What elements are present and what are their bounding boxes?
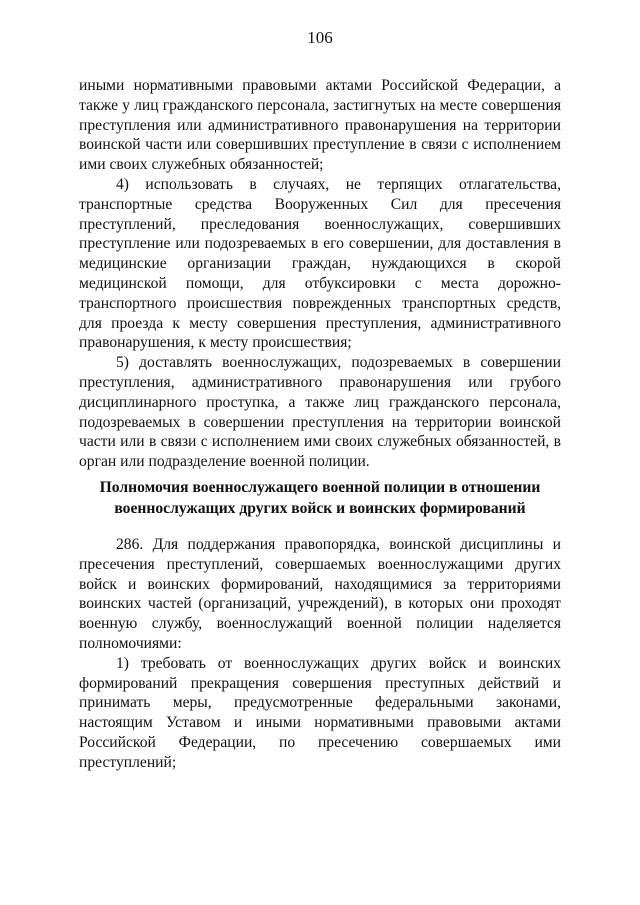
paragraph-item-1: 1) требовать от военнослужащих других войск и воинских формирований прекращения совершения преступных действий и принимать меры, предусмотренные федеральными законами, настоящим Уставом и иными нормативными правовыми актами Российской Федерации, по пресечению совершаемых ими преступлений;	[79, 654, 561, 771]
text-block-bottom	[79, 535, 561, 773]
paragraph-continuation: иными нормативными правовыми актами Российской Федерации, а также у лиц гражданского персонала, застигнутых на месте совершения преступления или административного правонарушения на территории воинской части или совершивших преступление в связи с исполнением ими своих служебных обязанностей;	[79, 77, 561, 174]
page-number: 106	[307, 28, 333, 47]
section-heading	[79, 477, 561, 519]
section-heading-line-1: Полномочия военнослужащего военной полиции в отношении	[99, 479, 541, 496]
text-block-top	[79, 76, 561, 472]
section-heading-line-2: военнослужащих других войск и воинских формирований	[114, 500, 526, 517]
paragraph-item-5: 5) доставлять военнослужащих, подозреваемых в совершении преступления, административного правонарушения или грубого дисциплинарного проступка, а также лиц гражданского персонала, подозреваемых в совершении преступления на территории воинской части или в связи с исполнением ими своих служебных обязанностей, в орган или подразделение военной полиции.	[79, 354, 561, 471]
paragraph-286: 286. Для поддержания правопорядка, воинской дисциплины и пресечения преступлений, совершаемых военнослужащими других войск и воинских формирований, находящимися за территориями воинских частей (организаций, учреждений), в которых они проходят военную службу, военнослужащий военной полиции наделяется полномочиями:	[79, 536, 561, 652]
paragraph-item-4: 4) использовать в случаях, не терпящих отлагательства, транспортные средства Вооруженных Сил для пресечения преступлений, преследования военнослужащих, совершивших преступление или подозреваемых в его совершении, для доставления в медицинские организации граждан, нуждающихся в скорой медицинской помощи, для отбуксировки с места дорожно-транспортного происшествия поврежденных транспортных средств, для проезда к месту совершения преступления, административного правонарушения, к месту происшествия;	[79, 175, 561, 352]
